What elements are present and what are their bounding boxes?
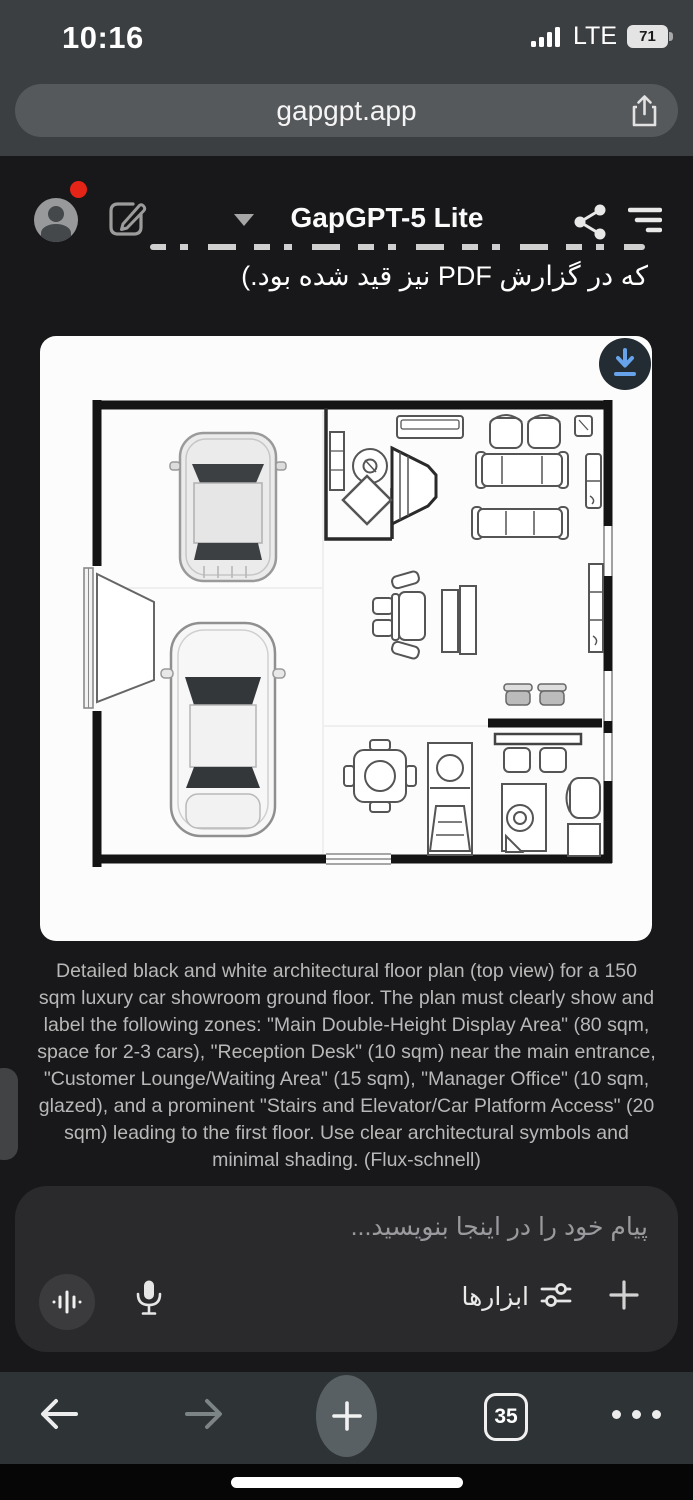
image-caption: Detailed black and white architectural floor plan (top view) for a 150 sqm luxury car showroom ground floor. The plan must clearly show and label the following zones: "Main Double-Height Display Area" (80 sqm, space for 2-3 cars), "Reception Desk" (10 sqm) near the main entrance, "Customer Lounge/Waiting Area" (15 sqm), "Manager Office" (10 sqm, glazed), and a prominent "Stairs and Elevator/Car Platform Access" (20 sqm) leading to the first floor. Use clear architectural symbols and minimal shading. (Flux-schnell) [37,960,656,1170]
generated-image-card[interactable] [40,336,652,941]
assistant-message-text: که در گزارش PDF نیز قید شده بود.) [241,261,648,291]
back-arrow-icon [38,1396,80,1432]
more-menu-button[interactable] [612,1410,661,1419]
microphone-button[interactable] [135,1279,163,1322]
tab-count-button[interactable]: 35 [484,1393,528,1441]
cellular-signal-icon [531,25,563,49]
status-time: 10:16 [62,20,144,55]
status-icons [531,22,673,51]
clipped-message-remnant [150,244,645,250]
battery-level: 71 [627,25,668,48]
battery-icon [627,25,673,48]
tools-sliders-icon[interactable] [540,1279,572,1316]
browser-toolbar [0,1372,693,1464]
attach-button[interactable] [608,1279,640,1316]
address-bar[interactable] [15,84,678,137]
floor-plan-image [40,336,652,941]
download-icon [610,348,640,380]
scrollbar-handle[interactable] [0,1068,18,1160]
network-type-label: LTE [573,22,617,50]
avatar[interactable] [34,198,78,242]
forward-button[interactable] [183,1396,225,1437]
waveform-icon [52,1289,82,1315]
share-icon[interactable] [572,202,608,247]
home-bar-area [0,1464,693,1500]
home-indicator[interactable] [231,1477,463,1488]
chevron-down-icon[interactable] [234,214,254,226]
tools-button-label[interactable]: ابزارها [461,1283,529,1311]
new-tab-button[interactable] [316,1375,377,1457]
download-image-button[interactable] [599,338,651,390]
plus-icon [608,1279,640,1311]
app-header [0,156,693,248]
message-composer[interactable] [15,1186,678,1352]
browser-chrome [0,0,693,156]
plus-icon [332,1401,362,1431]
model-title[interactable]: GapGPT-5 Lite [290,202,484,233]
back-button[interactable] [38,1396,80,1437]
microphone-icon [135,1279,163,1317]
address-url[interactable]: gapgpt.app [276,95,417,126]
filter-menu-icon[interactable] [628,206,662,243]
browser-share-icon[interactable] [631,94,658,133]
forward-arrow-icon [183,1396,225,1432]
message-input[interactable]: پیام خود را در اینجا بنویسید... [350,1213,648,1241]
voice-mode-button[interactable] [39,1274,95,1330]
notification-dot [70,181,87,198]
new-chat-icon[interactable] [106,198,148,245]
